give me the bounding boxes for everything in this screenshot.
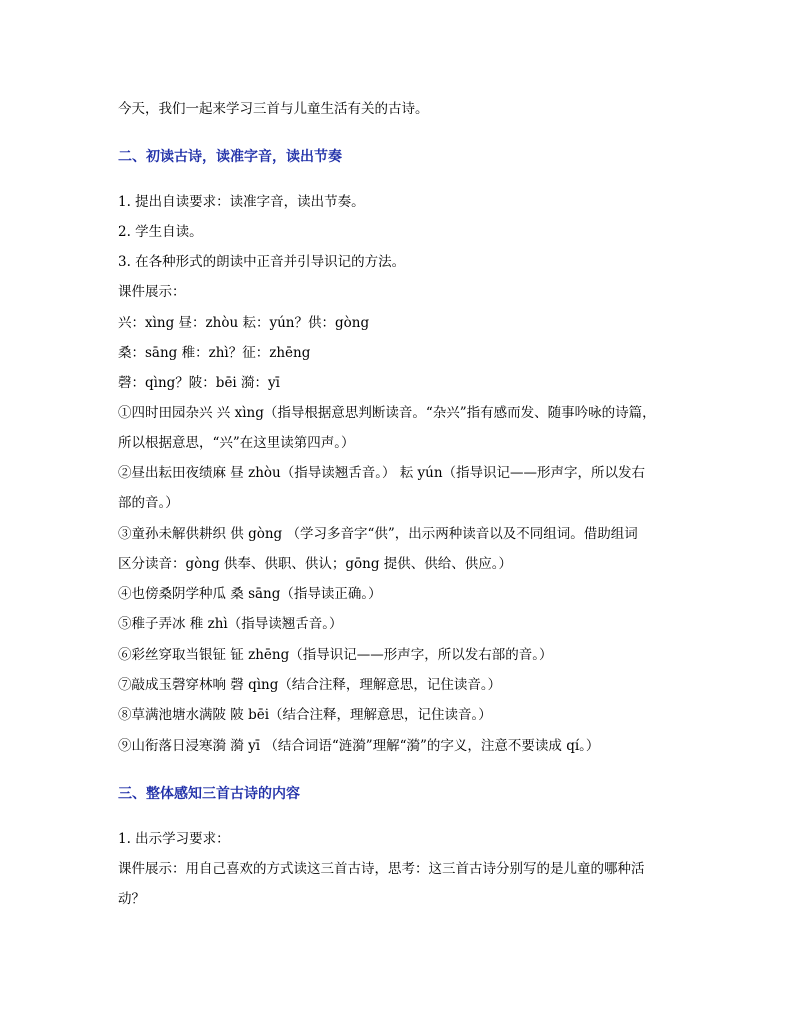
section-3-courseware-line-2: 动？ (118, 891, 145, 907)
note-3-line-1: ③童孙未解供耕织 供 gòng （学习多音字“供”，出示两种读音以及不同组词。借助组词 (118, 526, 638, 542)
intro-paragraph: 今天，我们一起来学习三首与儿童生活有关的古诗。 (118, 101, 429, 117)
note-2-line-1: ②昼出耘田夜绩麻 昼 zhòu（指导读翘舌音。） 耘 yún（指导识记——形声字，所以发右 (118, 465, 646, 481)
courseware-label: 课件展示： (118, 284, 186, 300)
pinyin-line-2: 桑：sāng 稚：zhì？征：zhēng (118, 345, 311, 361)
section-3-heading: 三、整体感知三首古诗的内容 (118, 786, 300, 802)
note-4: ④也傍桑阴学种瓜 桑 sāng（指导读正确。） (118, 586, 382, 602)
pinyin-line-3: 磬：qìng？陂：bēi 漪：yī (118, 375, 280, 391)
section-2-item-2: 2. 学生自读。 (118, 224, 203, 240)
section-2-heading: 二、初读古诗，读准字音，读出节奏 (118, 149, 342, 165)
section-3-item-1: 1. 出示学习要求： (118, 831, 230, 847)
note-6: ⑥彩丝穿取当银钲 钲 zhēng（指导识记——形声字，所以发右部的音。） (118, 647, 553, 663)
note-8: ⑧草满池塘水满陂 陂 bēi（结合注释，理解意思，记住读音。） (118, 707, 492, 723)
note-7: ⑦敲成玉磬穿林响 磬 qìng（结合注释，理解意思，记住读音。） (118, 677, 502, 693)
note-1-line-1: ①四时田园杂兴 兴 xìng（指导根据意思判断读音。“杂兴”指有感而发、随事吟咏的诗篇， (118, 405, 656, 421)
section-2-item-1: 1. 提出自读要求：读准字音，读出节奏。 (118, 194, 365, 210)
note-2-line-2: 部的音。） (118, 495, 179, 511)
section-3-courseware-line-1: 课件展示：用自己喜欢的方式读这三首古诗，思考：这三首古诗分别写的是儿童的哪种活 (118, 861, 645, 877)
note-9: ⑨山衔落日浸寒漪 漪 yī （结合词语“涟漪”理解“漪”的字义，注意不要读成 qí。） (118, 738, 600, 754)
note-3-line-2: 区分读音：gòng 供奉、供职、供认；gōng 提供、供给、供应。） (118, 556, 513, 572)
note-5: ⑤稚子弄冰 稚 zhì（指导读翘舌音。） (118, 616, 343, 632)
section-2-item-3: 3. 在各种形式的朗读中正音并引导识记的方法。 (118, 254, 406, 270)
pinyin-line-1: 兴：xìng 昼：zhòu 耘：yún？供：gòng (118, 315, 370, 331)
note-1-line-2: 所以根据意思，“兴”在这里读第四声。） (118, 435, 355, 451)
